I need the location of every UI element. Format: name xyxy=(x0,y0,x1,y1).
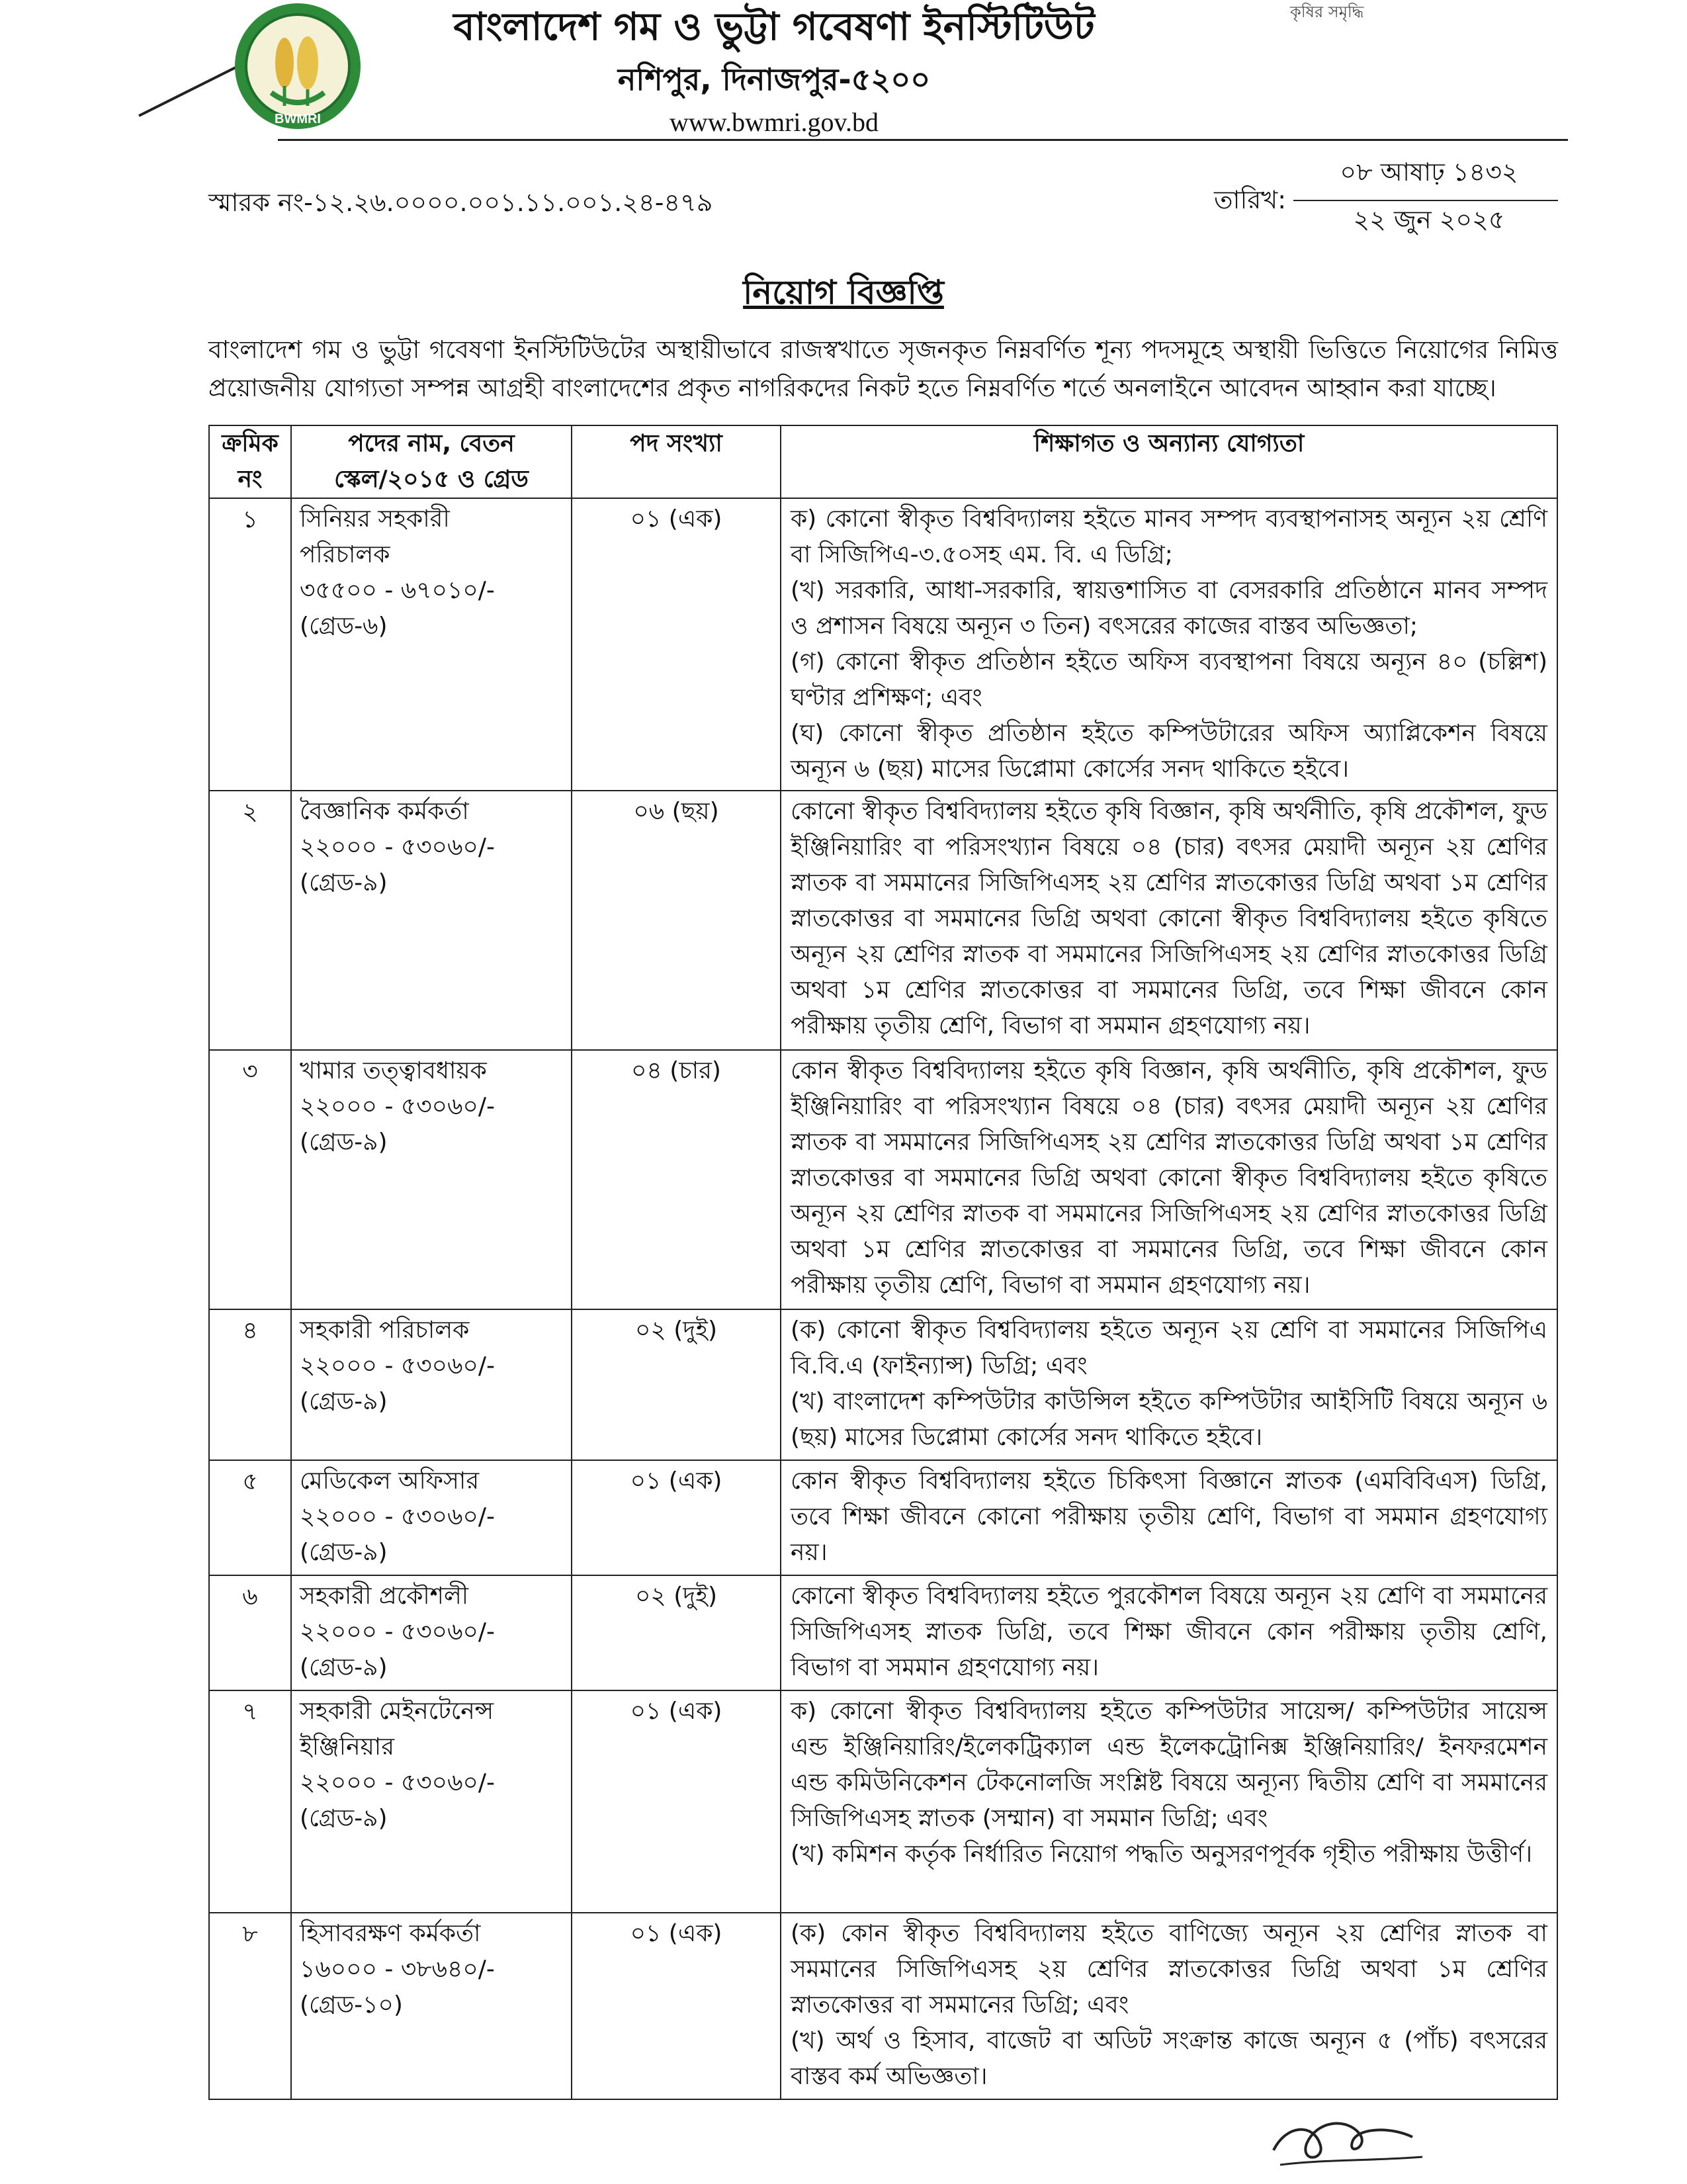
date-bangla: ০৮ আষাঢ় ১৪৩২ xyxy=(1340,157,1518,187)
table-row xyxy=(209,1690,1557,1913)
qualification-item: (ঘ) কোনো স্বীকৃত প্রতিষ্ঠান হইতে কম্পিউটারের অফিস অ্যাপ্লিকেশন বিষয়ে অন্যূন ৬ (ছয়) মাসের ডিপ্লোমা কোর্সের সনদ থাকিতে হইবে। xyxy=(791,720,1547,783)
qualification-cell xyxy=(781,791,1557,1050)
qualification-item: কোনো স্বীকৃত বিশ্ববিদ্যালয় হইতে পুরকৌশল বিষয়ে অন্যূন ২য় শ্রেণি বা সমমানের সিজিপিএসহ স্নাতক ডিগ্রি, তবে শিক্ষা জীবনে কোন পরীক্ষায় তৃতীয় শ্রেণি, বিভাগ বা সমমান গ্রহণযোগ্য নয়। xyxy=(791,1583,1547,1681)
serial-number: ১ xyxy=(242,506,258,533)
serial-cell xyxy=(209,791,291,1050)
post-cell xyxy=(291,1575,572,1690)
post-line: সহকারী পরিচালক xyxy=(300,1317,470,1344)
serial-number: ৪ xyxy=(242,1317,258,1344)
post-line: ১৬০০০ - ৩৮৬৪০/- xyxy=(300,1956,495,1983)
post-count: ০৪ (চার) xyxy=(631,1057,721,1084)
header-serial-line-1: ক্রমিক xyxy=(222,430,279,457)
serial-cell xyxy=(209,1575,291,1690)
org-website: www.bwmri.gov.bd xyxy=(670,107,879,137)
post-line: (গ্রেড-৯) xyxy=(300,869,388,896)
post-cell xyxy=(291,791,572,1050)
post-cell xyxy=(291,1309,572,1460)
date-label: তারিখ: xyxy=(1214,185,1287,214)
post-count: ০১ (এক) xyxy=(630,1920,722,1947)
qualification-item: (খ) কমিশন কর্তৃক নির্ধারিত নিয়োগ পদ্ধতি অনুসরণপূর্বক গৃহীত পরীক্ষায় উত্তীর্ণ। xyxy=(791,1841,1533,1868)
post-line: (গ্রেড-৯) xyxy=(300,1388,388,1415)
count-cell xyxy=(572,1690,781,1913)
post-line: (গ্রেড-৬) xyxy=(300,613,388,640)
post-cell xyxy=(291,1460,572,1575)
post-line: ২২০০০ - ৫৩০৬০/- xyxy=(300,1093,496,1120)
post-line: ২২০০০ - ৫৩০৬০/- xyxy=(300,1352,496,1379)
table-row xyxy=(209,498,1557,791)
post-line: (গ্রেড-৯) xyxy=(300,1539,388,1566)
post-line: (গ্রেড-৯) xyxy=(300,1129,388,1156)
serial-cell xyxy=(209,1460,291,1575)
qualification-item: ক) কোনো স্বীকৃত বিশ্ববিদ্যালয় হইতে মানব সম্পদ ব্যবস্থাপনাসহ অন্যূন ২য় শ্রেণি বা সিজিপিএ-৩.৫০সহ এম. বি. এ ডিগ্রি; xyxy=(791,505,1547,568)
serial-number: ৩ xyxy=(242,1058,258,1085)
logo-text: BWMRI xyxy=(275,112,321,126)
notice-intro: বাংলাদেশ গম ও ভুট্টা গবেষণা ইনস্টিটিউটের অস্থায়ীভাবে রাজস্বখাতে সৃজনকৃত নিম্নবর্ণিত শূন্য পদসমূহে অস্থায়ী ভিত্তিতে নিয়োগের নিমিত্ত প্রয়োজনীয় যোগ্যতা সম্পন্ন আগ্রহী বাংলাদেশের প্রকৃত নাগরিকদের নিকট হতে নিম্নবর্ণিত শর্তে অনলাইনে আবেদন আহ্বান করা যাচ্ছে। xyxy=(208,335,1558,402)
header-post-line-1: পদের নাম, বেতন xyxy=(348,430,515,457)
table-row xyxy=(209,1913,1557,2099)
post-line: (গ্রেড-৯) xyxy=(300,1654,388,1681)
qualification-cell xyxy=(781,1690,1557,1913)
post-line: বৈজ্ঞানিক কর্মকর্তা xyxy=(300,798,469,825)
serial-cell xyxy=(209,1690,291,1913)
table-row xyxy=(209,1575,1557,1690)
count-cell xyxy=(572,1309,781,1460)
post-line: ইঞ্জিনিয়ার xyxy=(300,1733,395,1761)
serial-cell xyxy=(209,1309,291,1460)
post-count: ০১ (এক) xyxy=(630,505,722,533)
qualification-item: (ক) কোন স্বীকৃত বিশ্ববিদ্যালয় হইতে বাণিজ্যে অন্যূন ২য় শ্রেণির স্নাতক বা সমমানের সিজিপিএসহ ২য় শ্রেণির স্নাতকোত্তর ডিগ্রি অথবা ১ম শ্রেণির স্নাতকোত্তর বা সমমানের ডিগ্রি; এবং xyxy=(791,1920,1547,2019)
count-cell xyxy=(572,1050,781,1309)
count-cell xyxy=(572,1913,781,2099)
qualification-item: কোনো স্বীকৃত বিশ্ববিদ্যালয় হইতে কৃষি বিজ্ঞান, কৃষি অর্থনীতি, কৃষি প্রকৌশল, ফুড ইঞ্জিনিয়ারিং বা পরিসংখ্যান বিষয়ে ০৪ (চার) বৎসর মেয়াদী অন্যূন ২য় শ্রেণির স্নাতক বা সমমানের সিজিপিএসহ ২য় শ্রেণির স্নাতকোত্তর ডিগ্রি অথবা ১ম শ্রেণির স্নাতকোত্তর বা সমমানের ডিগ্রি অথবা কোনো স্বীকৃত বিশ্ববিদ্যালয় হইতে কৃষিতে অন্যূন ২য় শ্রেণির স্নাতক বা সমমানের সিজিপিএসহ ২য় শ্রেণির স্নাতকোত্তর ডিগ্রি অথবা ১ম শ্রেণির স্নাতকোত্তর বা সমমানের ডিগ্রি, তবে শিক্ষা জীবনে কোন পরীক্ষায় তৃতীয় শ্রেণি, বিভাগ বা সমমান গ্রহণযোগ্য নয়। xyxy=(791,798,1547,1039)
signature xyxy=(1260,2104,1432,2177)
qualification-item: (খ) বাংলাদেশ কম্পিউটার কাউন্সিল হইতে কম্পিউটার আইসিটি বিষয়ে অন্যূন ৬ (ছয়) মাসের ডিপ্লোমা কোর্সের সনদ থাকিতে হইবে। xyxy=(791,1388,1547,1451)
count-cell xyxy=(572,791,781,1050)
post-count: ০১ (এক) xyxy=(630,1467,722,1495)
date-divider xyxy=(1293,200,1558,201)
memo-reference: স্মারক নং-১২.২৬.০০০০.০০১.১১.০০১.২৪-৪৭৯ xyxy=(208,188,713,217)
header-post-line-2: স্কেল/২০১৫ ও গ্রেড xyxy=(334,466,529,493)
header-qualification xyxy=(781,425,1557,498)
table-row xyxy=(209,791,1557,1050)
qualification-item: (ক) কোনো স্বীকৃত বিশ্ববিদ্যালয় হইতে অন্যূন ২য় শ্রেণি বা সমমানের সিজিপিএ বি.বি.এ (ফাইন্যান্স) ডিগ্রি; এবং xyxy=(791,1317,1547,1379)
post-cell xyxy=(291,1050,572,1309)
post-line: মেডিকেল অফিসার xyxy=(300,1467,480,1495)
qualification-item: (খ) সরকারি, আধা-সরকারি, স্বায়ত্তশাসিত বা বেসরকারি প্রতিষ্ঠানে মানব সম্পদ ও প্রশাসন বিষয়ে অন্যূন ৩ তিন) বৎসরের কাজের বাস্তব অভিজ্ঞতা; xyxy=(791,577,1547,640)
qualification-cell xyxy=(781,1050,1557,1309)
table-header-row xyxy=(209,425,1557,498)
header-qualification-text: শিক্ষাগত ও অন্যান্য যোগ্যতা xyxy=(1033,430,1305,457)
post-line: ২২০০০ - ৫৩০৬০/- xyxy=(300,1769,496,1796)
post-line: খামার তত্ত্বাবধায়ক xyxy=(300,1057,487,1084)
motto: কৃষির সমৃদ্ধি xyxy=(1290,3,1364,21)
post-line: সিনিয়র সহকারী xyxy=(300,505,450,533)
table-row xyxy=(209,1309,1557,1460)
post-cell xyxy=(291,1913,572,2099)
post-line: ৩৫৫০০ - ৬৭০১০/- xyxy=(300,577,495,604)
post-line: ২২০০০ - ৫৩০৬০/- xyxy=(300,834,496,861)
count-cell xyxy=(572,498,781,791)
post-count: ০১ (এক) xyxy=(630,1698,722,1725)
post-line: (গ্রেড-১০) xyxy=(300,1991,403,2019)
qualification-cell xyxy=(781,1460,1557,1575)
header-count xyxy=(572,425,781,498)
vacancy-table xyxy=(208,425,1558,2100)
org-address: নশিপুর, দিনাজপুর-৫২০০ xyxy=(617,62,931,97)
qualification-item: কোন স্বীকৃত বিশ্ববিদ্যালয় হইতে চিকিৎসা বিজ্ঞানে স্নাতক (এমবিবিএস) ডিগ্রি, তবে শিক্ষা জীবনে কোনো পরীক্ষায় তৃতীয় শ্রেণি, বিভাগ বা সমমান গ্রহণযোগ্য নয়। xyxy=(791,1467,1547,1566)
notice-title xyxy=(0,271,1687,314)
header-serial xyxy=(209,425,291,498)
serial-cell xyxy=(209,1050,291,1309)
qualification-cell xyxy=(781,498,1557,791)
post-line: পরিচালক xyxy=(300,541,390,568)
post-cell xyxy=(291,498,572,791)
serial-number: ২ xyxy=(242,799,258,826)
serial-number: ৫ xyxy=(242,1468,258,1495)
date-english: ২২ জুন ২০২৫ xyxy=(1353,205,1505,234)
serial-number: ৮ xyxy=(242,1921,258,1948)
header-count-text: পদ সংখ্যা xyxy=(630,430,722,457)
serial-cell xyxy=(209,1913,291,2099)
post-line: সহকারী প্রকৌশলী xyxy=(300,1583,469,1610)
qualification-item: (খ) অর্থ ও হিসাব, বাজেট বা অডিট সংক্রান্ত কাজে অন্যূন ৫ (পাঁচ) বৎসরের বাস্তব কর্ম অভিজ্ঞতা। xyxy=(791,2027,1547,2090)
serial-number: ৭ xyxy=(242,1698,258,1725)
notice-title-text: নিয়োগ বিজ্ঞপ্তি xyxy=(743,273,944,312)
header-post xyxy=(291,425,572,498)
count-cell xyxy=(572,1460,781,1575)
table-row xyxy=(209,1050,1557,1309)
qualification-cell xyxy=(781,1309,1557,1460)
post-count: ০৬ (ছয়) xyxy=(633,798,719,825)
serial-cell xyxy=(209,498,291,791)
header-divider xyxy=(278,139,1568,141)
qualification-item: (গ) কোনো স্বীকৃত প্রতিষ্ঠান হইতে অফিস ব্যবস্থাপনা বিষয়ে অন্যূন ৪০ (চল্লিশ) ঘণ্টার প্রশিক্ষণ; এবং xyxy=(791,648,1547,711)
post-line: ২২০০০ - ৫৩০৬০/- xyxy=(300,1503,496,1530)
post-line: সহকারী মেইনটেনেন্স xyxy=(300,1698,494,1725)
post-line: (গ্রেড-৯) xyxy=(300,1805,388,1832)
post-cell xyxy=(291,1690,572,1913)
post-line: ২২০০০ - ৫৩০৬০/- xyxy=(300,1618,496,1645)
qualification-cell xyxy=(781,1575,1557,1690)
header-serial-line-2: নং xyxy=(238,466,263,493)
count-cell xyxy=(572,1575,781,1690)
post-count: ০২ (দুই) xyxy=(635,1317,717,1344)
post-line: হিসাবরক্ষণ কর্মকর্তা xyxy=(300,1920,481,1947)
qualification-item: কোন স্বীকৃত বিশ্ববিদ্যালয় হইতে কৃষি বিজ্ঞান, কৃষি অর্থনীতি, কৃষি প্রকৌশল, ফুড ইঞ্জিনিয়ারিং বা পরিসংখ্যান বিষয়ে ০৪ (চার) বৎসর মেয়াদী অন্যূন ২য় শ্রেণির স্নাতক বা সমমানের সিজিপিএসহ ২য় শ্রেণির স্নাতকোত্তর ডিগ্রি অথবা ১ম শ্রেণির স্নাতকোত্তর বা সমমানের ডিগ্রি অথবা কোনো স্বীকৃত বিশ্ববিদ্যালয় হইতে কৃষিতে অন্যূন ২য় শ্রেণির স্নাতক বা সমমানের সিজিপিএসহ ২য় শ্রেণির স্নাতকোত্তর ডিগ্রি অথবা ১ম শ্রেণির স্নাতকোত্তর বা সমমানের ডিগ্রি, তবে শিক্ষা জীবনে কোন পরীক্ষায় তৃতীয় শ্রেণি, বিভাগ বা সমমান গ্রহণযোগ্য নয়। xyxy=(791,1057,1547,1299)
qualification-item: ক) কোনো স্বীকৃত বিশ্ববিদ্যালয় হইতে কম্পিউটার সায়েন্স/ কম্পিউটার সায়েন্স এন্ড ইঞ্জিনিয়ারিং/ইলেকট্রিক্যাল এন্ড ইলেকট্রোনিক্স ইঞ্জিনিয়ারিং/ ইনফরমেশন এন্ড কমিউনিকেশন টেকনোলজি সংশ্লিষ্ট বিষয়ে অন্যূন্য দ্বিতীয় শ্রেণি বা সমমানের সিজিপিএসহ স্নাতক (সম্মান) বা সমমান ডিগ্রি; এবং xyxy=(791,1698,1547,1832)
org-name: বাংলাদেশ গম ও ভুট্টা গবেষণা ইনস্টিটিউট xyxy=(453,4,1095,49)
serial-number: ৬ xyxy=(242,1583,258,1610)
table-row xyxy=(209,1460,1557,1575)
post-count: ০২ (দুই) xyxy=(635,1583,717,1610)
qualification-cell xyxy=(781,1913,1557,2099)
